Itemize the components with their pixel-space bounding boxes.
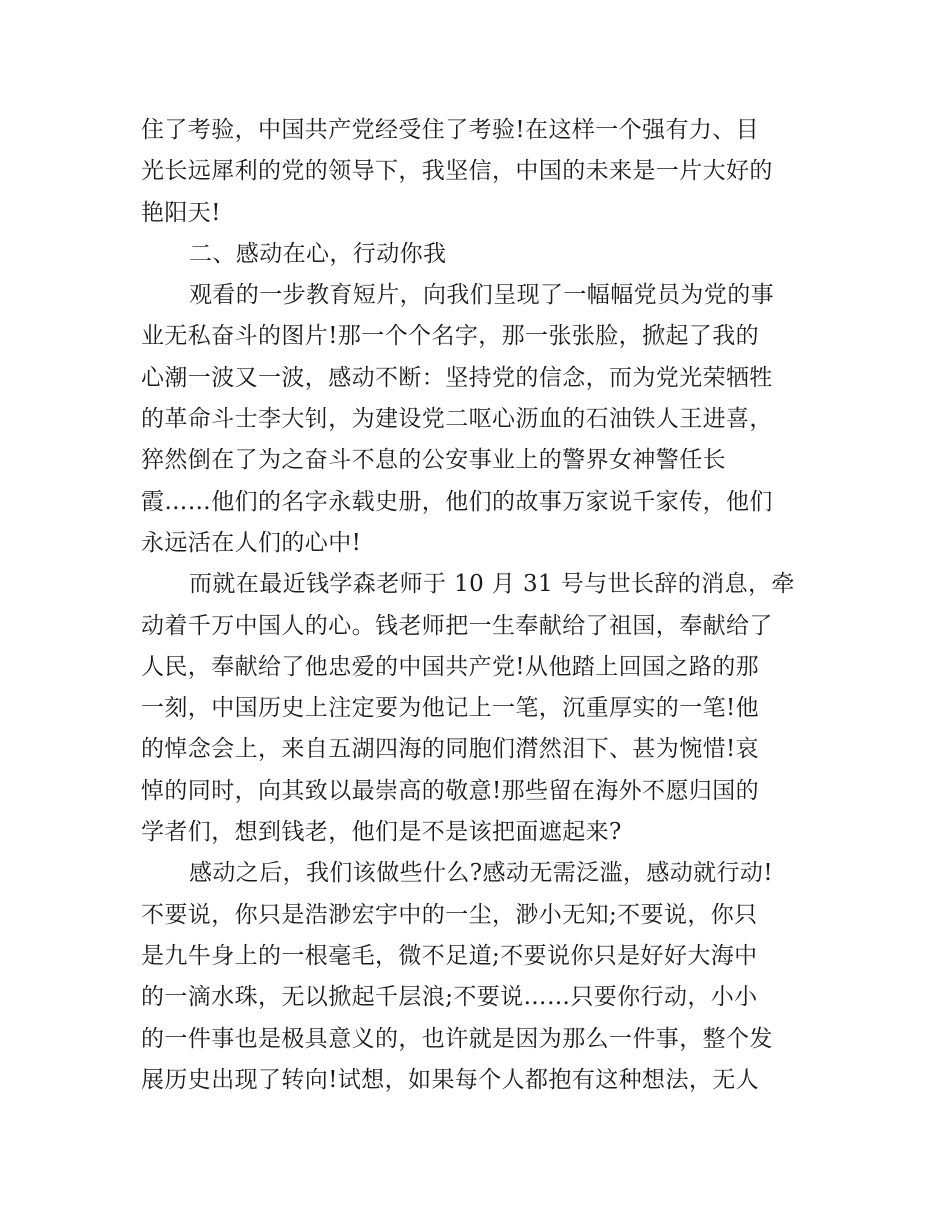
text-line: 业无私奋斗的图片!那一个个名字，那一张张脸，掀起了我的 (141, 323, 760, 350)
document-body (141, 110, 813, 1101)
text-line: 动着千万中国人的心。钱老师把一生奉献给了祖国，奉献给了 (141, 612, 773, 639)
text-line: 猝然倒在了为之奋斗不息的公安事业上的警界女神警任长 (141, 447, 726, 474)
text-line: 的悼念会上，来自五湖四海的同胞们潸然泪下、甚为惋惜!哀 (141, 736, 760, 763)
text-line: 不要说，你只是浩渺宏宇中的一尘，渺小无知;不要说，你只 (141, 901, 758, 928)
text-line: 的一件事也是极具意义的，也许就是因为那么一件事，整个发 (141, 1025, 773, 1052)
text-line: 悼的同时，向其致以最崇高的敬意!那些留在海外不愿归国的 (141, 777, 760, 804)
text-line: 光长远犀利的党的领导下，我坚信，中国的未来是一片大好的 (141, 158, 773, 185)
text-line: 永远活在人们的心中! (141, 529, 362, 556)
text-line: 是九牛身上的一根毫毛，微不足道;不要说你只是好好大海中 (141, 942, 758, 969)
text-line: 霞……他们的名字永载史册，他们的故事万家说千家传，他们 (141, 488, 773, 515)
text-line: 的革命斗士李大钊，为建设党二呕心沥血的石油铁人王进喜， (141, 406, 773, 433)
text-line: 住了考验，中国共产党经受住了考验!在这样一个强有力、目 (141, 117, 760, 143)
text-line: 的一滴水珠，无以掀起千层浪;不要说……只要你行动，小小 (141, 984, 758, 1011)
text-line: 人民，奉献给了他忠爱的中国共产党!从他踏上回国之路的那 (141, 653, 760, 680)
text-line: 一刻，中国历史上注定要为他记上一笔，沉重厚实的一笔!他 (141, 695, 760, 722)
text-line: 艳阳天! (141, 199, 221, 226)
text-line: 而就在最近钱学森老师于 10 月 31 号与世长辞的消息，牵 (189, 571, 795, 598)
text-line: 学者们，想到钱老，他们是不是该把面遮起来? (141, 819, 622, 846)
text-line: 观看的一步教育短片，向我们呈现了一幅幅党员为党的事 (189, 282, 774, 309)
text-line: 心潮一波又一波，感动不断：坚持党的信念，而为党光荣牺牲 (141, 364, 773, 391)
text-line: 感动之后，我们该做些什么?感动无需泛滥，感动就行动! (189, 860, 773, 887)
section-heading: 二、感动在心，行动你我 (189, 240, 447, 267)
text-line: 展历史出现了转向!试想，如果每个人都抱有这种想法，无人 (141, 1066, 760, 1093)
